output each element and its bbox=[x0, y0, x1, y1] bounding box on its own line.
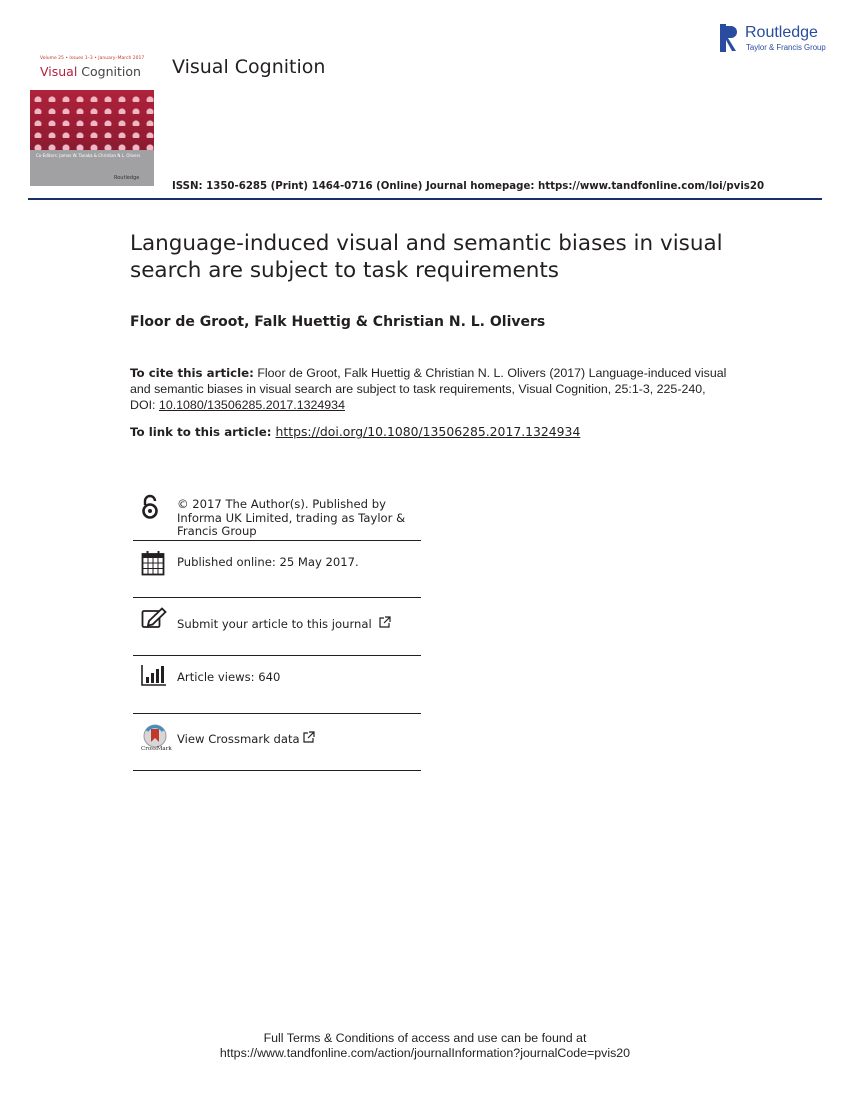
crossmark-row[interactable] bbox=[133, 722, 421, 762]
open-access-icon bbox=[141, 494, 159, 520]
cover-editors: Co-Editors: James W. Tanaka & Christian N.L. Olivers bbox=[36, 153, 141, 158]
article-title: Language-induced visual and semantic biases in visual search are subject to task requirements bbox=[130, 231, 723, 283]
info-divider bbox=[133, 597, 421, 598]
routledge-logo bbox=[718, 24, 828, 54]
external-link-icon bbox=[379, 616, 391, 628]
footer-terms-url[interactable]: https://www.tandfonline.com/action/journalInformation?journalCode=pvis20 bbox=[219, 1046, 631, 1060]
open-access-text: © 2017 The Author(s). Published by Informa UK Limited, trading as Taylor & Francis Group bbox=[177, 497, 406, 538]
info-divider bbox=[133, 770, 421, 771]
citation-block bbox=[130, 365, 730, 413]
publisher-group: Taylor & Francis Group bbox=[746, 43, 826, 52]
cover-volume-info: Volume 25 • Issues 1–3 • January–March 2017 bbox=[40, 56, 145, 61]
info-divider bbox=[133, 655, 421, 656]
views-row bbox=[133, 662, 421, 702]
issn-line bbox=[172, 181, 764, 192]
doi-link[interactable]: 10.1080/13506285.2017.1324934 bbox=[158, 398, 345, 412]
crossmark-caption: CrossMark bbox=[141, 746, 172, 752]
link-label: To link to this article: bbox=[130, 425, 276, 439]
published-date: Published online: 25 May 2017. bbox=[177, 555, 359, 569]
publisher-name: Routledge bbox=[745, 24, 818, 41]
routledge-logo-icon bbox=[720, 24, 738, 52]
open-access-row bbox=[133, 492, 421, 542]
journal-title: Visual Cognition bbox=[172, 56, 326, 78]
cover-publisher-mark: Routledge bbox=[114, 175, 140, 181]
header-divider bbox=[28, 198, 822, 200]
article-authors: Floor de Groot, Falk Huettig & Christian N. L. Olivers bbox=[130, 314, 546, 330]
cover-title: Visual Cognition bbox=[40, 64, 141, 79]
footer bbox=[0, 1031, 850, 1061]
citation-text: Floor de Groot, Falk Huettig & Christian N. L. Olivers (2017) Language-induced visual and semantic biases in visual search are subject to task requirements, Visual Cognition, 25:1-3, 225-240, DOI: bbox=[130, 366, 727, 412]
edit-icon bbox=[141, 607, 167, 629]
info-divider bbox=[133, 713, 421, 714]
citation-label: To cite this article: bbox=[130, 366, 254, 380]
calendar-icon bbox=[141, 550, 165, 576]
article-link-line bbox=[130, 424, 580, 439]
journal-homepage-link[interactable]: https://www.tandfonline.com/loi/pvis20 bbox=[538, 181, 765, 192]
external-link-icon bbox=[303, 731, 315, 743]
crossmark-icon bbox=[143, 724, 167, 748]
bar-chart-icon bbox=[141, 664, 167, 686]
footer-terms-text: Full Terms & Conditions of access and use can be found at bbox=[263, 1031, 587, 1045]
info-divider bbox=[133, 540, 421, 541]
article-doi-url[interactable]: https://doi.org/10.1080/13506285.2017.1324934 bbox=[275, 424, 581, 439]
published-row bbox=[133, 548, 421, 588]
journal-cover-thumbnail bbox=[28, 50, 155, 198]
issn-text: ISSN: 1350-6285 (Print) 1464-0716 (Online) Journal homepage: bbox=[172, 181, 538, 192]
article-views: Article views: 640 bbox=[177, 670, 281, 684]
submit-article-link[interactable]: Submit your article to this journal bbox=[177, 617, 372, 631]
crossmark-link[interactable]: View Crossmark data bbox=[177, 732, 300, 746]
cover-artwork bbox=[30, 90, 154, 186]
submit-row[interactable] bbox=[133, 605, 421, 645]
